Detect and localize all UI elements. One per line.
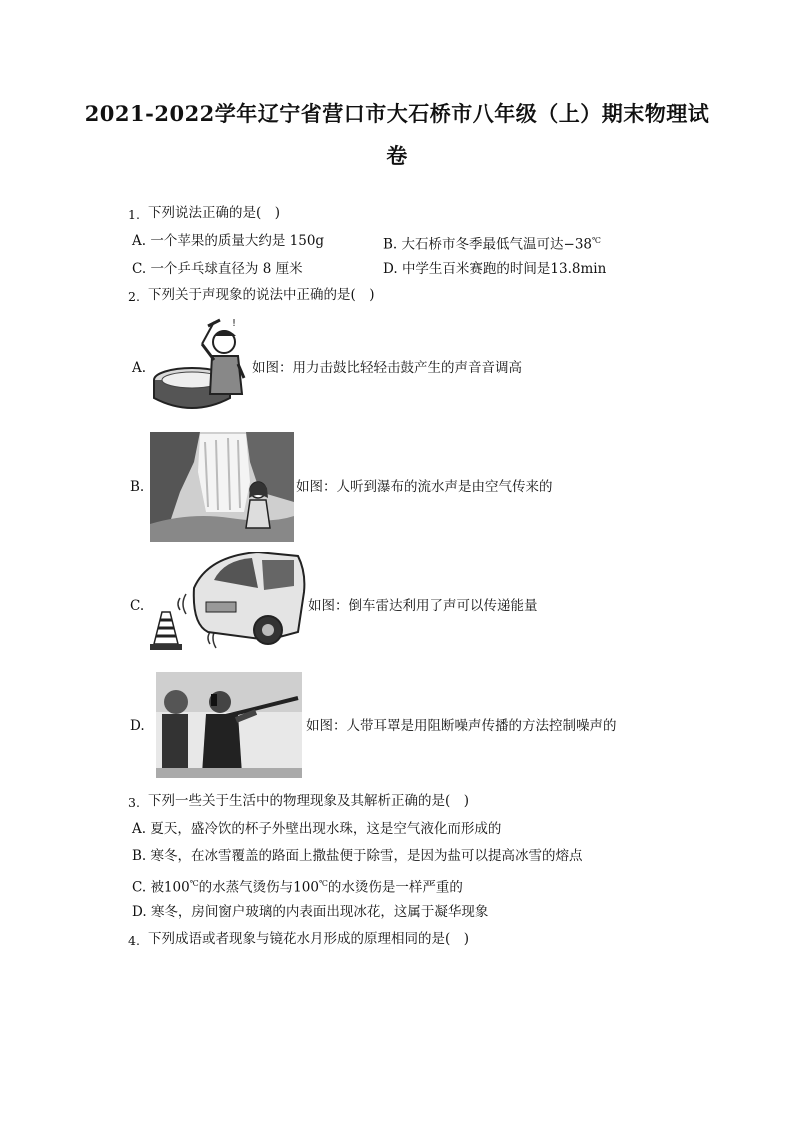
question-stem: 下列说法正确的是( ) — [148, 205, 281, 221]
option-c-text: 如图：倒车雷达利用了声可以传递能量 — [308, 598, 538, 614]
option-b: B. 寒冬，在冰雪覆盖的路面上撒盐便于除雪，是因为盐可以提高冰雪的熔点 — [132, 848, 583, 864]
option-c: C. 被100℃的水蒸气烫伤与100℃的水烫伤是一样严重的 — [132, 879, 463, 896]
option-b-label: B. — [130, 479, 145, 495]
question-stem: 下列一些关于生活中的物理现象及其解析正确的是( ) — [148, 793, 470, 809]
question-number: 2. — [128, 289, 140, 304]
drum-boy-image — [152, 318, 250, 412]
option-a-text: 如图：用力击鼓比轻轻击鼓产生的声音音调高 — [252, 360, 522, 376]
option-d-label: D. — [130, 718, 145, 734]
option-a: A. 一个苹果的质量大约是 150g — [132, 233, 325, 249]
page-title: 2021-2022学年辽宁省营口市大石桥市八年级（上）期末物理试 — [84, 101, 710, 126]
reversing-radar-image — [148, 552, 306, 654]
question-number: 3. — [128, 795, 140, 810]
option-d-text: 如图：人带耳罩是用阻断噪声传播的方法控制噪声的 — [306, 718, 617, 734]
svg-text:!: ! — [232, 318, 237, 329]
question-number: 4. — [128, 933, 140, 948]
option-b-text: 如图：人听到瀑布的流水声是由空气传来的 — [296, 479, 553, 495]
option-b: B. 大石桥市冬季最低气温可达−38℃ — [383, 236, 601, 253]
question-stem: 下列成语或者现象与镜花水月形成的原理相同的是( ) — [148, 931, 470, 947]
waterfall-image — [150, 432, 294, 542]
option-c-label: C. — [130, 598, 145, 614]
option-d: D. 寒冬，房间窗户玻璃的内表面出现冰花，这属于凝华现象 — [132, 904, 489, 920]
option-d: D. 中学生百米赛跑的时间是13.8min — [383, 261, 607, 277]
question-stem: 下列关于声现象的说法中正确的是( ) — [148, 287, 375, 303]
earmuff-shooter-image — [156, 672, 302, 778]
page-title-continued: 卷 — [386, 143, 408, 168]
question-number: 1. — [128, 207, 140, 222]
option-a-label: A. — [132, 360, 147, 376]
option-a: A. 夏天，盛冷饮的杯子外壁出现水珠，这是空气液化而形成的 — [132, 821, 502, 837]
option-c: C. 一个乒乓球直径为 8 厘米 — [132, 261, 303, 277]
